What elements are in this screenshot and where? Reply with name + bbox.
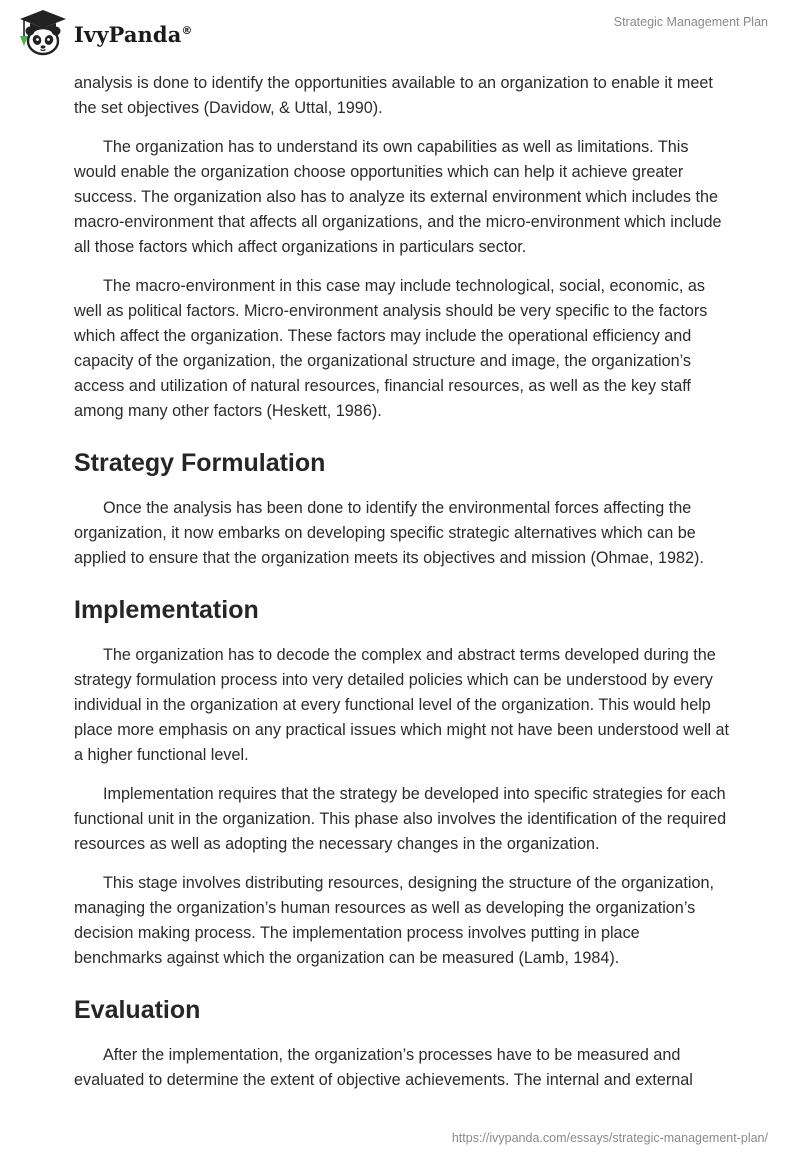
paragraph: analysis is done to identify the opportunities available to an organization to enable it meet the set objectives (Davidow, & Uttal, 1990). xyxy=(74,74,713,117)
ivypanda-logo[interactable] xyxy=(14,8,193,58)
paragraph: The macro-environment in this case may include technological, social, economic, as well as political factors. Micro-environment analysis should be very specific to the factors which affect the organization. These factors may include the operational efficiency and capacity of the organization, the organizational structure and image, the organization’s access and utilization of natural resources, financial resources, as well as the key staff among many other factors (Heskett, 1986). xyxy=(74,277,708,420)
document-title: Strategic Management Plan xyxy=(613,15,768,29)
source-url[interactable]: https://ivypanda.com/essays/strategic-management-plan/ xyxy=(451,1131,768,1145)
essay-body xyxy=(74,71,730,1107)
registered-mark: ® xyxy=(181,23,193,37)
paragraph: After the implementation, the organization’s processes have to be measured and evaluated to determine the extent of objective achievements. The internal and external xyxy=(74,1046,693,1089)
paragraph: The organization has to understand its own capabilities as well as limitations. This would enable the organization choose opportunities which can help it achieve greater success. The organization also has to analyze its external environment which includes the macro-environment that affects all organizations, and the micro-environment which include all those factors which affect organizations in particulars sector. xyxy=(74,138,722,256)
section-heading-evaluation: Evaluation xyxy=(74,996,201,1024)
brand-name: IvyPanda® xyxy=(74,21,193,47)
paragraph: Implementation requires that the strategy be developed into specific strategies for each functional unit in the organization. This phase also involves the identification of the required resources as well as adopting the necessary changes in the organization. xyxy=(74,785,727,853)
page-header xyxy=(0,0,800,70)
paragraph: Once the analysis has been done to identify the environmental forces affecting the organization, it now embarks on developing specific strategic alternatives which can be applied to ensure that the organization meets its objectives and mission (Ohmae, 1982). xyxy=(74,499,704,567)
paragraph: The organization has to decode the complex and abstract terms developed during the strategy formulation process into very detailed policies which can be understood by every individual in the organization at every functional level of the organization. This would help place more emphasis on any practical issues which might not have been understood well at a higher functional level. xyxy=(74,646,730,764)
paragraph: This stage involves distributing resources, designing the structure of the organization, managing the organization’s human resources as well as developing the organization’s decision making process. The implementation process involves putting in place benchmarks against which the organization can be measured (Lamb, 1984). xyxy=(74,874,714,967)
section-heading-strategy-formulation: Strategy Formulation xyxy=(74,449,326,477)
panda-graduate-icon xyxy=(14,8,72,58)
section-heading-implementation: Implementation xyxy=(74,596,259,624)
